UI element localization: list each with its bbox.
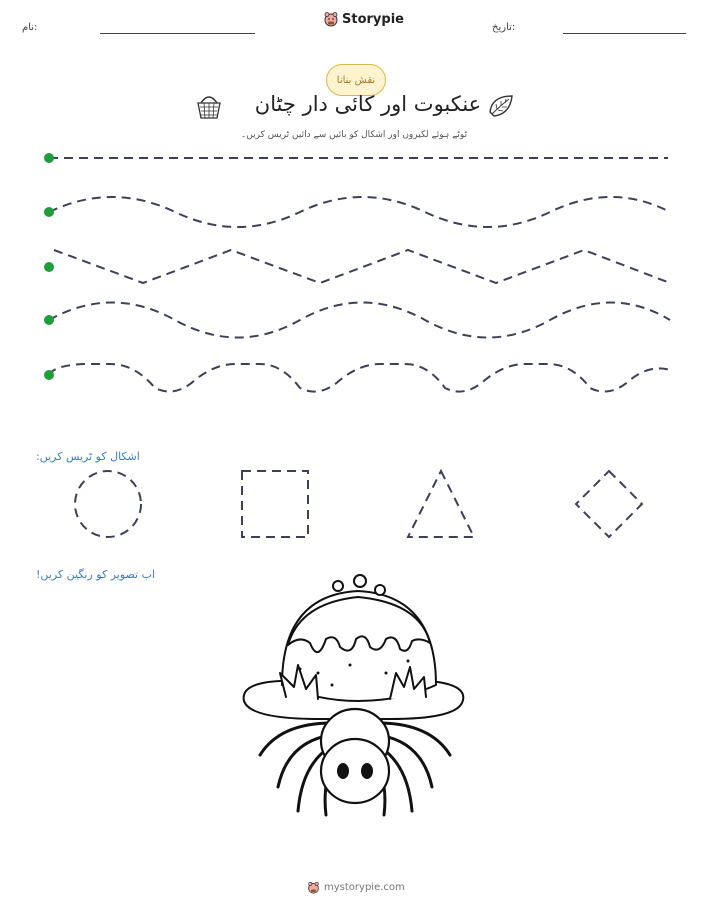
trace-circle[interactable] — [75, 471, 141, 537]
trace-triangle[interactable] — [408, 471, 474, 537]
storypie-logo-icon — [323, 11, 339, 27]
storypie-footer-icon — [307, 881, 320, 894]
instructions: ٹوٹے ہوئے لکیروں اور اشکال کو بائیں سے دائیں ٹریس کریں۔ — [240, 130, 468, 140]
trace-line-wave-1[interactable] — [49, 197, 670, 227]
trace-diamond[interactable] — [576, 471, 642, 537]
badge-label: نقش بنانا — [336, 74, 376, 86]
date-line[interactable] — [563, 33, 686, 34]
bubble — [375, 585, 385, 595]
brand — [323, 11, 404, 27]
spider-eye — [361, 763, 373, 779]
footer-url[interactable]: mystorypie.com — [324, 882, 405, 893]
trace-line-wave-3[interactable] — [49, 364, 670, 392]
trace-line-wave-2[interactable] — [49, 303, 670, 338]
spider-eye — [337, 763, 349, 779]
start-dot-icon — [44, 370, 54, 380]
shapes-label: اشکال کو ٹریس کریں: — [36, 450, 140, 463]
brand-name: Storypie — [342, 11, 404, 27]
basket-icon — [195, 91, 223, 121]
start-dot-icon — [44, 153, 54, 163]
name-line[interactable] — [100, 33, 255, 34]
footer — [307, 881, 405, 894]
name-label: نام: — [22, 22, 38, 33]
bubble — [333, 581, 343, 591]
bubble — [354, 575, 366, 587]
leaf-icon — [486, 92, 516, 120]
trace-line-zigzag[interactable] — [54, 250, 670, 283]
start-dot-icon — [44, 262, 54, 272]
color-label: اب تصویر کو رنگین کریں! — [36, 568, 156, 581]
trace-square[interactable] — [242, 471, 308, 537]
tracing-shapes — [0, 460, 709, 550]
date-label: تاریخ: — [492, 22, 516, 33]
start-dot-icon — [44, 315, 54, 325]
tracing-lines — [0, 140, 709, 410]
spider-head — [321, 739, 389, 803]
spider-rock-coloring-image[interactable] — [240, 573, 470, 818]
start-dot-icon — [44, 207, 54, 217]
page-title: عنکبوت اور کائی دار چٹان — [254, 92, 482, 116]
